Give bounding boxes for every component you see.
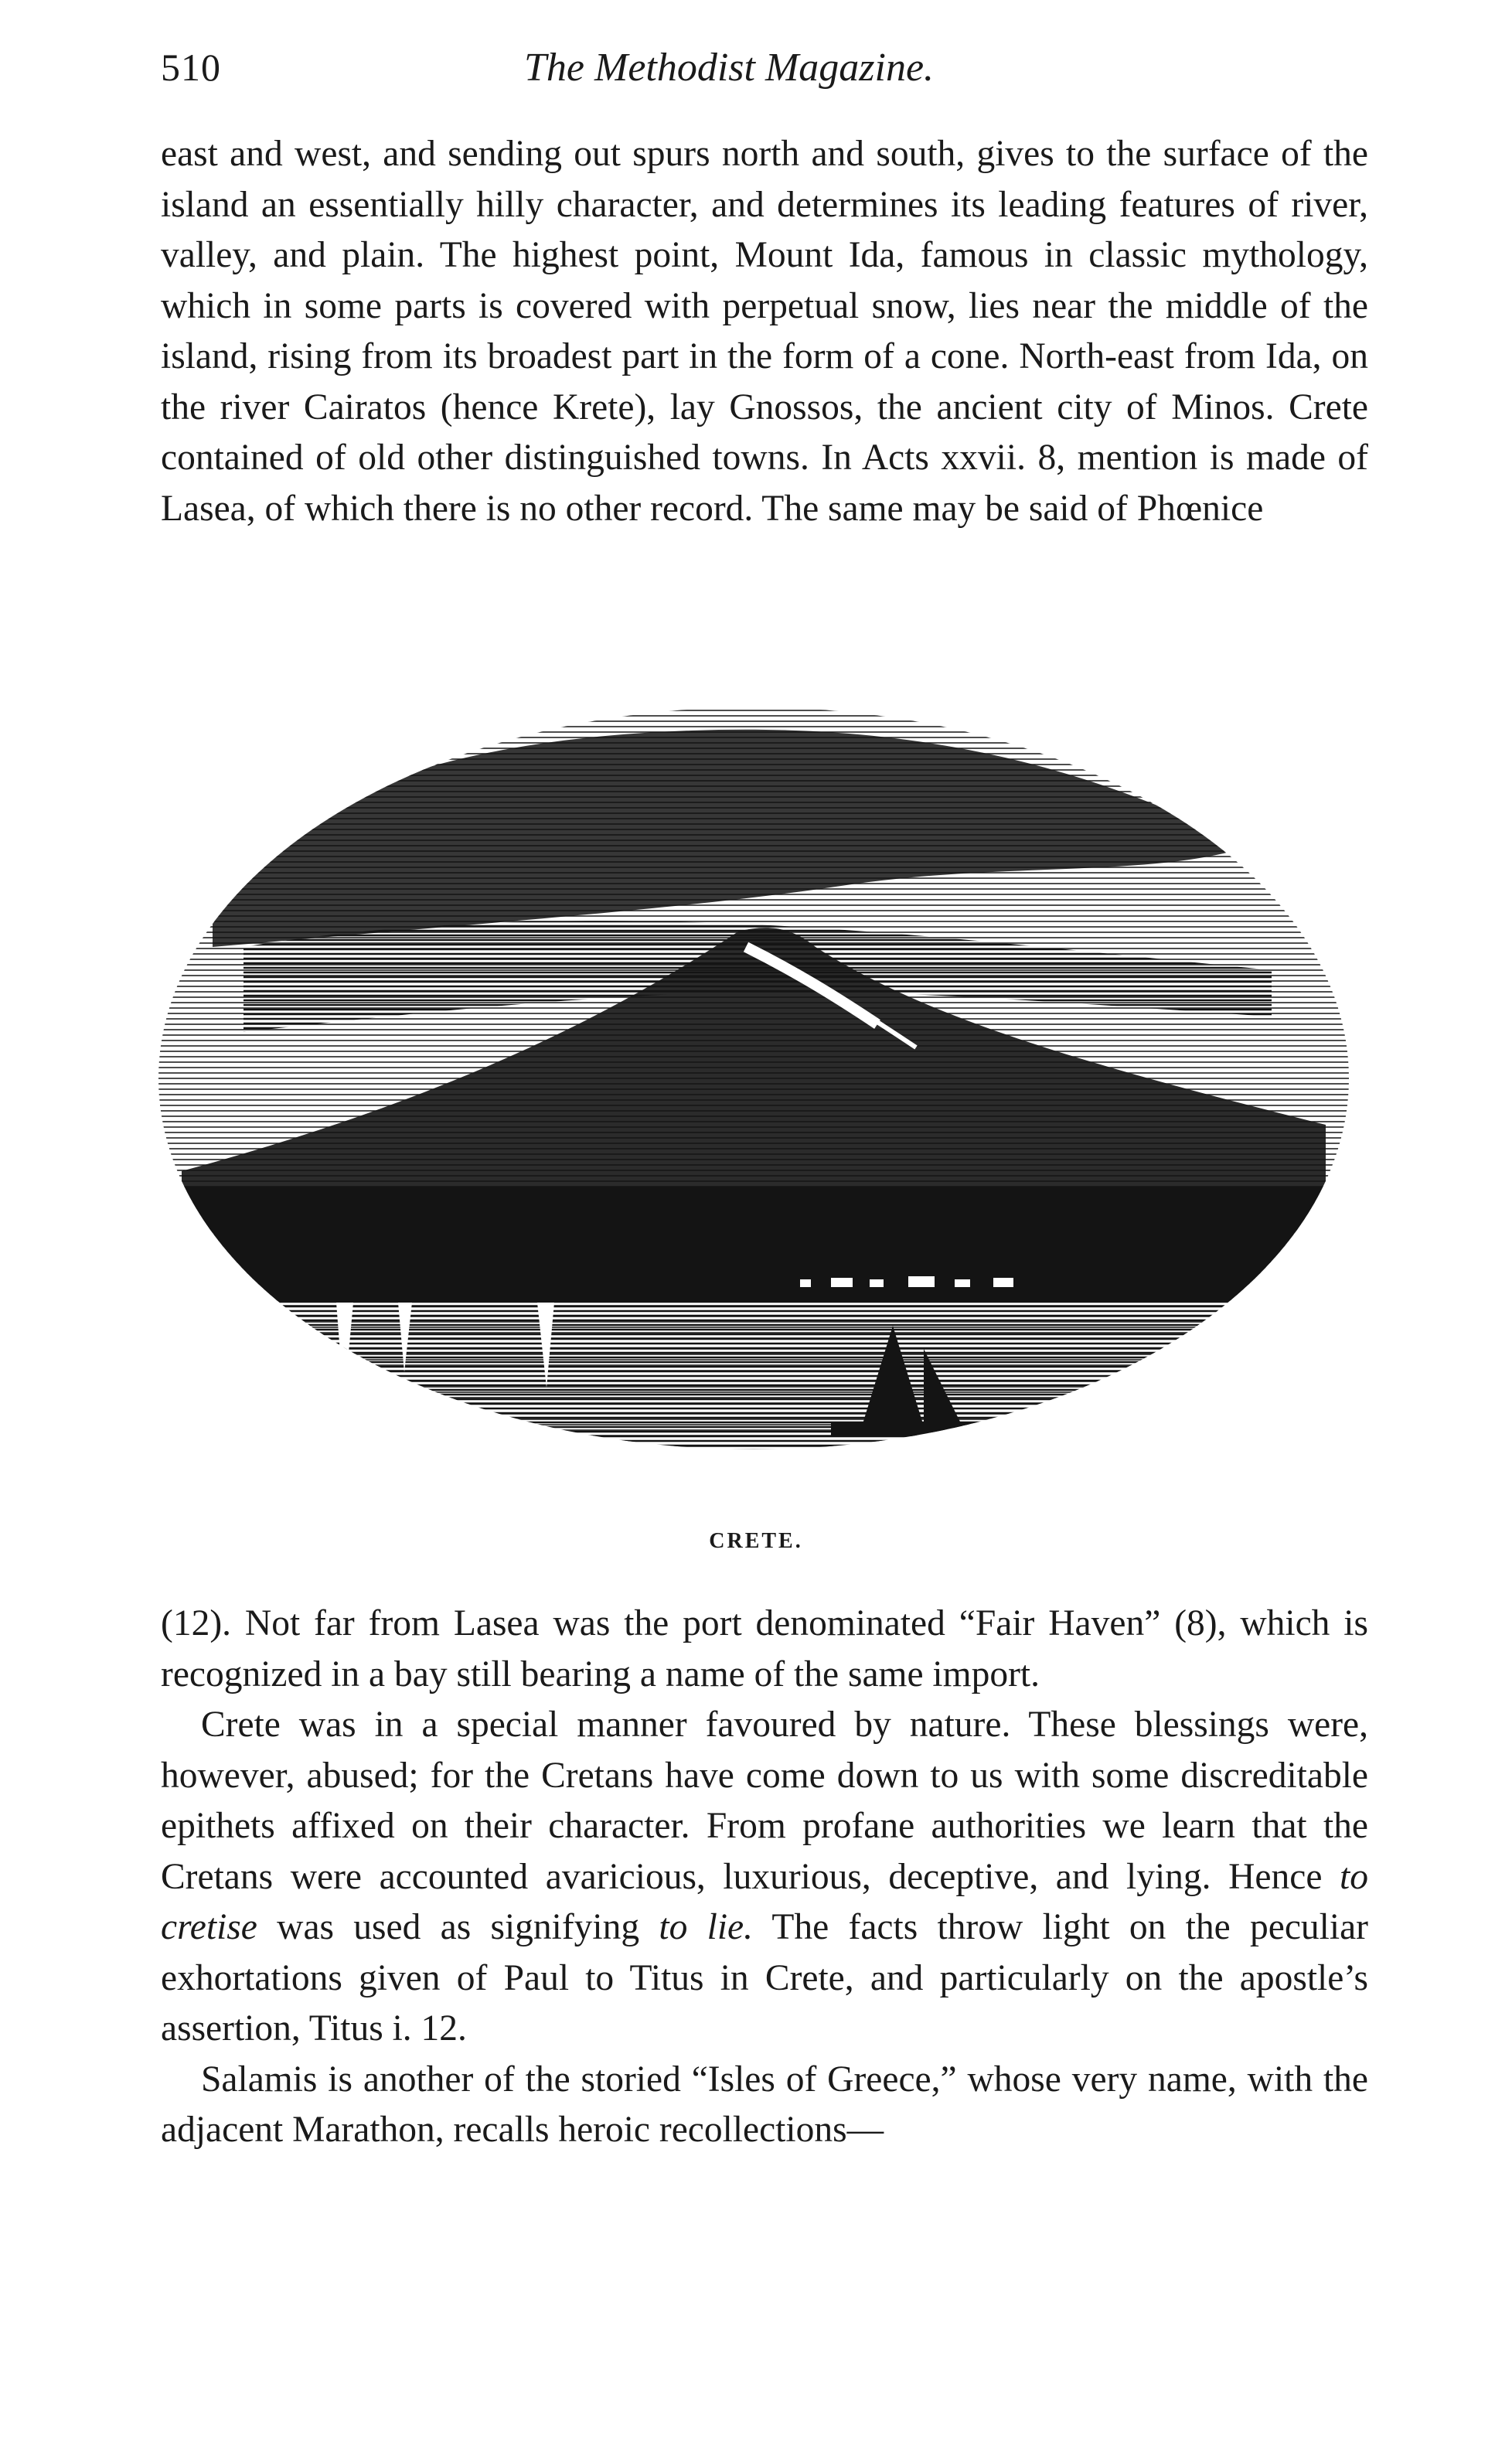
- top-text-block: [161, 129, 1368, 534]
- paragraph-salamis: Salamis is another of the storied “Isles of Greece,” whose very name, with the adjacent Marathon, recalls heroic recollections—: [161, 2059, 1368, 2150]
- paragraph-cretans-part-3: The facts throw light on the peculiar exhortations given of Paul to Titus in Crete, and particularly on the apostle’s assertion, Titus i. 12.: [161, 1907, 1368, 2049]
- running-title: The Methodist Magazine.: [524, 46, 935, 90]
- paragraph-cretans-part-1: Crete was in a special manner favoured by nature. These blessings were, however, abused; for the Cretans have come down to us with some discreditable epithets affixed on their character. From profane authorities we learn that the Cretans were accounted avaricious, luxurious, deceptive, and lying. Hence: [161, 1705, 1368, 1897]
- crete-engraving: [151, 692, 1357, 1465]
- italic-to-lie: to lie.: [659, 1907, 753, 1947]
- figure-caption: CRETE.: [709, 1529, 803, 1553]
- page-number: 510: [161, 46, 221, 89]
- engraving-illustration: [151, 692, 1357, 1465]
- paragraph-cretans: [161, 1700, 1368, 2055]
- bottom-text-block: [161, 1599, 1368, 2156]
- paragraph-fair-haven: (12). Not far from Lasea was the port denominated “Fair Haven” (8), which is recognized in a bay still bearing a name of the same import.: [161, 1603, 1368, 1694]
- italic-to-cretise: to cretise: [161, 1856, 1368, 1947]
- paragraph-continued: east and west, and sending out spurs north and south, gives to the surface of the island an essentially hilly character, and determines its leading features of river, valley, and plain. The highest point, Mount Ida, famous in classic mythology, which in some parts is covered with perpetual snow, lies near the middle of the island, rising from its broadest part in the form of a cone. North-east from Ida, on the river Cairatos (hence Krete), lay Gnossos, the ancient city of Minos. Crete contained of old other distinguished towns. In Acts xxvii. 8, mention is made of Lasea, of which there is no other record. The same may be said of Phœnice: [161, 134, 1368, 529]
- paragraph-cretans-part-2: was used as signifying: [257, 1907, 659, 1947]
- page-header: [161, 45, 1367, 99]
